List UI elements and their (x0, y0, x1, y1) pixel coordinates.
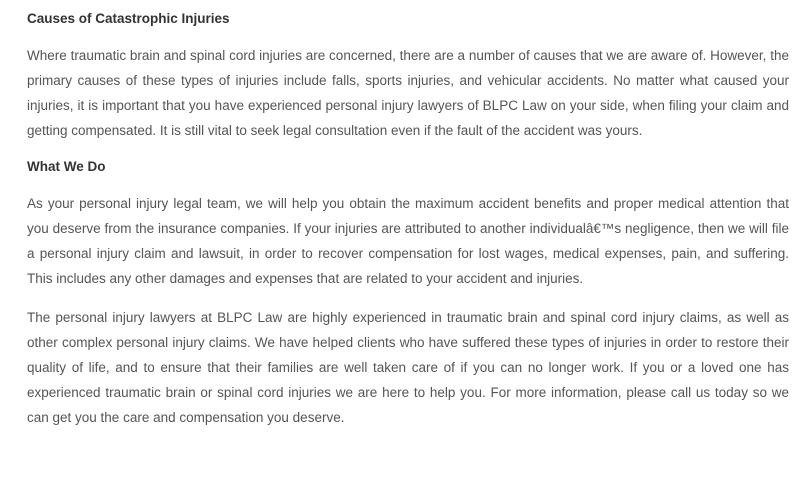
paragraph-experience: The personal injury lawyers at BLPC Law are highly experienced in traumatic brain and spinal cord injury claims, as well as other complex personal injury claims. We have helped clients who have suffered these types of injuries in order to restore their quality of life, and to ensure that their families are well taken care of if you can no longer work. If you or a loved one has experienced traumatic brain or spinal cord injuries we are here to help you. For more information, please call us today so we can get you the care and compensation you deserve. (27, 310, 789, 425)
section-heading-causes: Causes of Catastrophic Injuries (27, 11, 230, 26)
section-heading-what-we-do: What We Do (27, 159, 106, 174)
paragraph-causes: Where traumatic brain and spinal cord injuries are concerned, there are a number of causes that we are aware of. However, the primary causes of these types of injuries include falls, sports injuries, and vehicular accidents. No matter what caused your injuries, it is important that you have experienced personal injury lawyers of BLPC Law on your side, when filing your claim and getting compensated. It is still vital to seek legal consultation even if the fault of the accident was yours. (27, 48, 789, 138)
article-content (27, 0, 789, 430)
paragraph-legal-team: As your personal injury legal team, we will help you obtain the maximum accident benefits and proper medical attention that you deserve from the insurance companies. If your injuries are attributed to another individualâ€™s negligence, then we will file a personal injury claim and lawsuit, in order to recover compensation for lost wages, medical expenses, pain, and suffering. This includes any other damages and expenses that are related to your accident and injuries. (27, 196, 789, 286)
